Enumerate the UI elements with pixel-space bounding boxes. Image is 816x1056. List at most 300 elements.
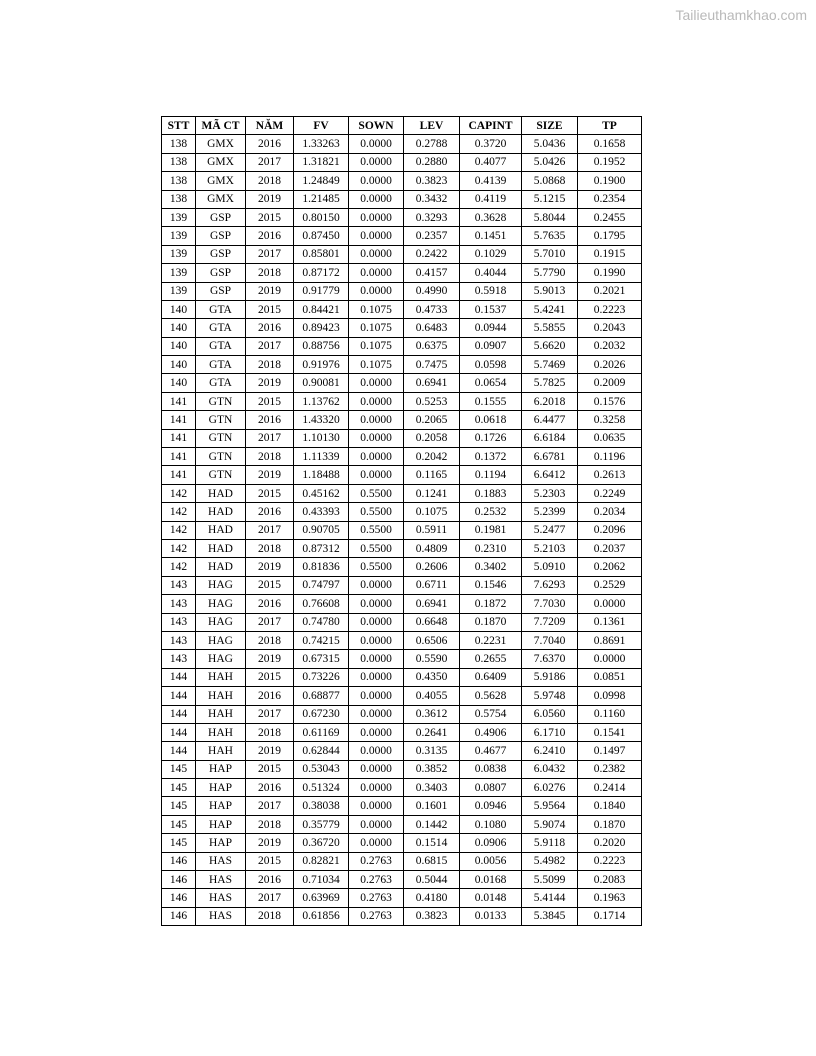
- cell-size: 6.6412: [522, 466, 578, 484]
- cell-nam: 2015: [246, 484, 294, 502]
- cell-sown: 0.0000: [349, 411, 404, 429]
- cell-capint: 0.2655: [460, 650, 522, 668]
- table-row: [162, 705, 642, 723]
- cell-capint: 0.1451: [460, 227, 522, 245]
- cell-tp: 0.0000: [578, 595, 642, 613]
- table-row: [162, 190, 642, 208]
- table-row: [162, 613, 642, 631]
- cell-stt: 139: [162, 282, 196, 300]
- cell-lev: 0.5253: [404, 392, 460, 410]
- cell-stt: 140: [162, 356, 196, 374]
- cell-stt: 146: [162, 907, 196, 925]
- cell-ma-ct: HAD: [196, 484, 246, 502]
- cell-tp: 0.2414: [578, 779, 642, 797]
- cell-nam: 2019: [246, 742, 294, 760]
- cell-ma-ct: HAS: [196, 871, 246, 889]
- header-tp: TP: [578, 117, 642, 135]
- cell-tp: 0.1160: [578, 705, 642, 723]
- table-row: [162, 871, 642, 889]
- cell-lev: 0.6711: [404, 576, 460, 594]
- table-row: [162, 429, 642, 447]
- cell-fv: 1.43320: [294, 411, 349, 429]
- cell-fv: 1.13762: [294, 392, 349, 410]
- table-row: [162, 815, 642, 833]
- cell-lev: 0.3823: [404, 907, 460, 925]
- cell-nam: 2017: [246, 429, 294, 447]
- cell-stt: 142: [162, 558, 196, 576]
- table-row: [162, 631, 642, 649]
- cell-lev: 0.7475: [404, 356, 460, 374]
- cell-stt: 138: [162, 135, 196, 153]
- cell-sown: 0.0000: [349, 797, 404, 815]
- cell-sown: 0.2763: [349, 852, 404, 870]
- cell-ma-ct: HAH: [196, 723, 246, 741]
- cell-stt: 142: [162, 539, 196, 557]
- cell-ma-ct: HAD: [196, 521, 246, 539]
- table-row: [162, 337, 642, 355]
- cell-nam: 2016: [246, 411, 294, 429]
- cell-size: 5.0910: [522, 558, 578, 576]
- cell-stt: 141: [162, 448, 196, 466]
- cell-capint: 0.0618: [460, 411, 522, 429]
- cell-stt: 140: [162, 319, 196, 337]
- cell-ma-ct: HAP: [196, 779, 246, 797]
- cell-sown: 0.2763: [349, 907, 404, 925]
- cell-tp: 0.1900: [578, 172, 642, 190]
- cell-size: 5.9013: [522, 282, 578, 300]
- cell-nam: 2018: [246, 264, 294, 282]
- cell-lev: 0.3823: [404, 172, 460, 190]
- cell-tp: 0.1952: [578, 153, 642, 171]
- cell-tp: 0.2037: [578, 539, 642, 557]
- cell-size: 5.7790: [522, 264, 578, 282]
- cell-capint: 0.4139: [460, 172, 522, 190]
- cell-sown: 0.0000: [349, 466, 404, 484]
- cell-nam: 2017: [246, 153, 294, 171]
- table-row: [162, 521, 642, 539]
- cell-size: 7.7040: [522, 631, 578, 649]
- cell-tp: 0.1915: [578, 245, 642, 263]
- cell-ma-ct: HAG: [196, 613, 246, 631]
- cell-tp: 0.1840: [578, 797, 642, 815]
- cell-stt: 143: [162, 613, 196, 631]
- table-row: [162, 576, 642, 594]
- cell-capint: 0.1372: [460, 448, 522, 466]
- cell-stt: 139: [162, 227, 196, 245]
- table-row: [162, 484, 642, 502]
- cell-ma-ct: HAS: [196, 907, 246, 925]
- cell-size: 7.7030: [522, 595, 578, 613]
- cell-stt: 145: [162, 797, 196, 815]
- cell-size: 6.2410: [522, 742, 578, 760]
- cell-fv: 0.74215: [294, 631, 349, 649]
- cell-capint: 0.4044: [460, 264, 522, 282]
- cell-stt: 144: [162, 742, 196, 760]
- cell-sown: 0.0000: [349, 815, 404, 833]
- cell-size: 5.2103: [522, 539, 578, 557]
- cell-stt: 140: [162, 300, 196, 318]
- cell-fv: 0.36720: [294, 834, 349, 852]
- table-row: [162, 300, 642, 318]
- cell-lev: 0.1514: [404, 834, 460, 852]
- cell-lev: 0.2606: [404, 558, 460, 576]
- cell-lev: 0.6648: [404, 613, 460, 631]
- cell-sown: 0.2763: [349, 889, 404, 907]
- cell-sown: 0.0000: [349, 723, 404, 741]
- cell-fv: 0.76608: [294, 595, 349, 613]
- cell-stt: 138: [162, 190, 196, 208]
- cell-size: 6.4477: [522, 411, 578, 429]
- cell-ma-ct: GMX: [196, 190, 246, 208]
- table-row: [162, 319, 642, 337]
- cell-ma-ct: HAP: [196, 815, 246, 833]
- cell-tp: 0.1497: [578, 742, 642, 760]
- table-row: [162, 135, 642, 153]
- cell-lev: 0.4055: [404, 687, 460, 705]
- cell-lev: 0.2357: [404, 227, 460, 245]
- cell-sown: 0.0000: [349, 208, 404, 226]
- table-row: [162, 153, 642, 171]
- cell-tp: 0.1990: [578, 264, 642, 282]
- cell-ma-ct: HAH: [196, 742, 246, 760]
- cell-ma-ct: GTA: [196, 374, 246, 392]
- cell-nam: 2015: [246, 392, 294, 410]
- table-row: [162, 834, 642, 852]
- cell-ma-ct: HAH: [196, 705, 246, 723]
- cell-lev: 0.3432: [404, 190, 460, 208]
- cell-tp: 0.2249: [578, 484, 642, 502]
- cell-nam: 2019: [246, 834, 294, 852]
- cell-stt: 145: [162, 760, 196, 778]
- header-capint: CAPINT: [460, 117, 522, 135]
- cell-tp: 0.3258: [578, 411, 642, 429]
- cell-tp: 0.2020: [578, 834, 642, 852]
- cell-lev: 0.3852: [404, 760, 460, 778]
- cell-tp: 0.2043: [578, 319, 642, 337]
- cell-nam: 2016: [246, 503, 294, 521]
- header-sown: SOWN: [349, 117, 404, 135]
- cell-stt: 138: [162, 153, 196, 171]
- cell-nam: 2018: [246, 539, 294, 557]
- cell-capint: 0.2231: [460, 631, 522, 649]
- cell-fv: 0.90705: [294, 521, 349, 539]
- cell-lev: 0.1442: [404, 815, 460, 833]
- cell-capint: 0.0148: [460, 889, 522, 907]
- cell-ma-ct: GTN: [196, 392, 246, 410]
- cell-fv: 0.74797: [294, 576, 349, 594]
- cell-stt: 140: [162, 337, 196, 355]
- cell-tp: 0.2032: [578, 337, 642, 355]
- cell-tp: 0.1658: [578, 135, 642, 153]
- cell-tp: 0.2021: [578, 282, 642, 300]
- cell-tp: 0.2009: [578, 374, 642, 392]
- cell-sown: 0.0000: [349, 190, 404, 208]
- cell-nam: 2015: [246, 760, 294, 778]
- cell-ma-ct: GTA: [196, 319, 246, 337]
- table-row: [162, 668, 642, 686]
- cell-lev: 0.5911: [404, 521, 460, 539]
- cell-sown: 0.0000: [349, 834, 404, 852]
- cell-ma-ct: HAG: [196, 595, 246, 613]
- cell-size: 5.9118: [522, 834, 578, 852]
- cell-nam: 2017: [246, 889, 294, 907]
- cell-lev: 0.1165: [404, 466, 460, 484]
- cell-size: 7.6370: [522, 650, 578, 668]
- cell-capint: 0.0907: [460, 337, 522, 355]
- cell-size: 5.7010: [522, 245, 578, 263]
- cell-capint: 0.1981: [460, 521, 522, 539]
- cell-tp: 0.8691: [578, 631, 642, 649]
- cell-fv: 0.90081: [294, 374, 349, 392]
- cell-capint: 0.0807: [460, 779, 522, 797]
- table-row: [162, 227, 642, 245]
- cell-nam: 2016: [246, 319, 294, 337]
- cell-fv: 0.81836: [294, 558, 349, 576]
- cell-nam: 2018: [246, 815, 294, 833]
- table-row: [162, 907, 642, 925]
- cell-lev: 0.5044: [404, 871, 460, 889]
- table-row: [162, 687, 642, 705]
- cell-fv: 1.31821: [294, 153, 349, 171]
- cell-tp: 0.1963: [578, 889, 642, 907]
- cell-sown: 0.5500: [349, 484, 404, 502]
- table-row: [162, 742, 642, 760]
- cell-lev: 0.6941: [404, 374, 460, 392]
- cell-lev: 0.3293: [404, 208, 460, 226]
- cell-nam: 2016: [246, 595, 294, 613]
- cell-ma-ct: GMX: [196, 135, 246, 153]
- cell-tp: 0.1795: [578, 227, 642, 245]
- cell-ma-ct: HAG: [196, 650, 246, 668]
- cell-lev: 0.6506: [404, 631, 460, 649]
- cell-sown: 0.0000: [349, 631, 404, 649]
- cell-fv: 0.82821: [294, 852, 349, 870]
- cell-sown: 0.0000: [349, 448, 404, 466]
- cell-capint: 0.1872: [460, 595, 522, 613]
- cell-size: 5.7469: [522, 356, 578, 374]
- cell-fv: 0.85801: [294, 245, 349, 263]
- cell-capint: 0.0133: [460, 907, 522, 925]
- cell-ma-ct: GTN: [196, 429, 246, 447]
- cell-ma-ct: HAP: [196, 834, 246, 852]
- cell-sown: 0.0000: [349, 650, 404, 668]
- cell-nam: 2017: [246, 337, 294, 355]
- cell-tp: 0.2062: [578, 558, 642, 576]
- cell-sown: 0.0000: [349, 779, 404, 797]
- cell-size: 5.4241: [522, 300, 578, 318]
- cell-sown: 0.0000: [349, 374, 404, 392]
- cell-fv: 0.80150: [294, 208, 349, 226]
- cell-lev: 0.4733: [404, 300, 460, 318]
- cell-size: 5.0426: [522, 153, 578, 171]
- table-row: [162, 392, 642, 410]
- cell-lev: 0.3612: [404, 705, 460, 723]
- cell-sown: 0.0000: [349, 760, 404, 778]
- cell-sown: 0.0000: [349, 576, 404, 594]
- data-table: [161, 116, 642, 926]
- table-row: [162, 889, 642, 907]
- cell-stt: 144: [162, 668, 196, 686]
- cell-tp: 0.1196: [578, 448, 642, 466]
- cell-tp: 0.2034: [578, 503, 642, 521]
- cell-size: 5.8044: [522, 208, 578, 226]
- cell-nam: 2015: [246, 300, 294, 318]
- cell-fv: 0.71034: [294, 871, 349, 889]
- table-row: [162, 208, 642, 226]
- cell-sown: 0.2763: [349, 871, 404, 889]
- cell-nam: 2019: [246, 650, 294, 668]
- table-row: [162, 503, 642, 521]
- cell-stt: 144: [162, 705, 196, 723]
- cell-stt: 143: [162, 650, 196, 668]
- cell-size: 5.9074: [522, 815, 578, 833]
- cell-sown: 0.0000: [349, 687, 404, 705]
- cell-sown: 0.5500: [349, 503, 404, 521]
- cell-lev: 0.6941: [404, 595, 460, 613]
- header-size: SIZE: [522, 117, 578, 135]
- cell-ma-ct: GTN: [196, 411, 246, 429]
- cell-size: 5.5099: [522, 871, 578, 889]
- header-lev: LEV: [404, 117, 460, 135]
- cell-capint: 0.6409: [460, 668, 522, 686]
- cell-fv: 0.67230: [294, 705, 349, 723]
- cell-nam: 2018: [246, 631, 294, 649]
- cell-nam: 2017: [246, 521, 294, 539]
- cell-capint: 0.4077: [460, 153, 522, 171]
- cell-fv: 0.67315: [294, 650, 349, 668]
- cell-nam: 2019: [246, 282, 294, 300]
- cell-size: 7.6293: [522, 576, 578, 594]
- cell-fv: 0.62844: [294, 742, 349, 760]
- cell-sown: 0.0000: [349, 392, 404, 410]
- cell-stt: 139: [162, 208, 196, 226]
- cell-stt: 143: [162, 576, 196, 594]
- cell-sown: 0.0000: [349, 705, 404, 723]
- cell-stt: 143: [162, 595, 196, 613]
- cell-size: 5.2399: [522, 503, 578, 521]
- cell-stt: 141: [162, 466, 196, 484]
- cell-capint: 0.5918: [460, 282, 522, 300]
- header-ma-ct: MÃ CT: [196, 117, 246, 135]
- cell-stt: 142: [162, 521, 196, 539]
- cell-sown: 0.0000: [349, 153, 404, 171]
- watermark-text: Tailieuthamkhao.com: [675, 7, 807, 23]
- cell-capint: 0.1080: [460, 815, 522, 833]
- cell-nam: 2018: [246, 723, 294, 741]
- cell-lev: 0.3403: [404, 779, 460, 797]
- cell-ma-ct: HAS: [196, 889, 246, 907]
- cell-tp: 0.1870: [578, 815, 642, 833]
- cell-nam: 2016: [246, 227, 294, 245]
- cell-nam: 2019: [246, 466, 294, 484]
- cell-stt: 144: [162, 723, 196, 741]
- cell-size: 5.3845: [522, 907, 578, 925]
- cell-capint: 0.1546: [460, 576, 522, 594]
- cell-lev: 0.4157: [404, 264, 460, 282]
- cell-nam: 2017: [246, 705, 294, 723]
- cell-sown: 0.0000: [349, 245, 404, 263]
- cell-sown: 0.0000: [349, 613, 404, 631]
- cell-ma-ct: HAP: [196, 797, 246, 815]
- cell-size: 6.0432: [522, 760, 578, 778]
- cell-fv: 0.74780: [294, 613, 349, 631]
- cell-nam: 2018: [246, 356, 294, 374]
- cell-tp: 0.0000: [578, 650, 642, 668]
- cell-size: 5.2477: [522, 521, 578, 539]
- cell-tp: 0.0635: [578, 429, 642, 447]
- cell-tp: 0.2529: [578, 576, 642, 594]
- table-row: [162, 264, 642, 282]
- cell-capint: 0.0946: [460, 797, 522, 815]
- cell-fv: 0.87450: [294, 227, 349, 245]
- cell-tp: 0.1714: [578, 907, 642, 925]
- cell-lev: 0.2058: [404, 429, 460, 447]
- cell-lev: 0.1601: [404, 797, 460, 815]
- cell-stt: 145: [162, 815, 196, 833]
- cell-sown: 0.5500: [349, 521, 404, 539]
- cell-fv: 1.11339: [294, 448, 349, 466]
- cell-stt: 145: [162, 779, 196, 797]
- cell-stt: 145: [162, 834, 196, 852]
- cell-size: 6.0276: [522, 779, 578, 797]
- table-row: [162, 595, 642, 613]
- cell-stt: 142: [162, 503, 196, 521]
- cell-size: 5.9186: [522, 668, 578, 686]
- cell-fv: 0.89423: [294, 319, 349, 337]
- cell-stt: 146: [162, 871, 196, 889]
- cell-lev: 0.4180: [404, 889, 460, 907]
- cell-nam: 2017: [246, 797, 294, 815]
- cell-tp: 0.0851: [578, 668, 642, 686]
- cell-size: 5.7825: [522, 374, 578, 392]
- cell-fv: 0.51324: [294, 779, 349, 797]
- cell-lev: 0.2422: [404, 245, 460, 263]
- cell-capint: 0.3402: [460, 558, 522, 576]
- table-row: [162, 448, 642, 466]
- cell-stt: 146: [162, 889, 196, 907]
- cell-fv: 0.53043: [294, 760, 349, 778]
- cell-nam: 2015: [246, 852, 294, 870]
- cell-sown: 0.0000: [349, 429, 404, 447]
- cell-size: 5.9748: [522, 687, 578, 705]
- cell-fv: 0.84421: [294, 300, 349, 318]
- cell-tp: 0.2223: [578, 300, 642, 318]
- cell-stt: 138: [162, 172, 196, 190]
- cell-capint: 0.0168: [460, 871, 522, 889]
- cell-lev: 0.6375: [404, 337, 460, 355]
- cell-ma-ct: GTA: [196, 300, 246, 318]
- cell-lev: 0.2880: [404, 153, 460, 171]
- cell-sown: 0.1075: [349, 337, 404, 355]
- cell-nam: 2019: [246, 190, 294, 208]
- cell-tp: 0.2455: [578, 208, 642, 226]
- cell-ma-ct: GSP: [196, 245, 246, 263]
- cell-ma-ct: GTA: [196, 337, 246, 355]
- cell-capint: 0.1537: [460, 300, 522, 318]
- table-row: [162, 723, 642, 741]
- cell-nam: 2015: [246, 576, 294, 594]
- cell-tp: 0.2613: [578, 466, 642, 484]
- cell-capint: 0.0944: [460, 319, 522, 337]
- cell-sown: 0.0000: [349, 668, 404, 686]
- cell-fv: 1.24849: [294, 172, 349, 190]
- cell-size: 5.9564: [522, 797, 578, 815]
- cell-tp: 0.2096: [578, 521, 642, 539]
- table-row: [162, 650, 642, 668]
- cell-sown: 0.1075: [349, 356, 404, 374]
- table-row: [162, 245, 642, 263]
- cell-fv: 1.18488: [294, 466, 349, 484]
